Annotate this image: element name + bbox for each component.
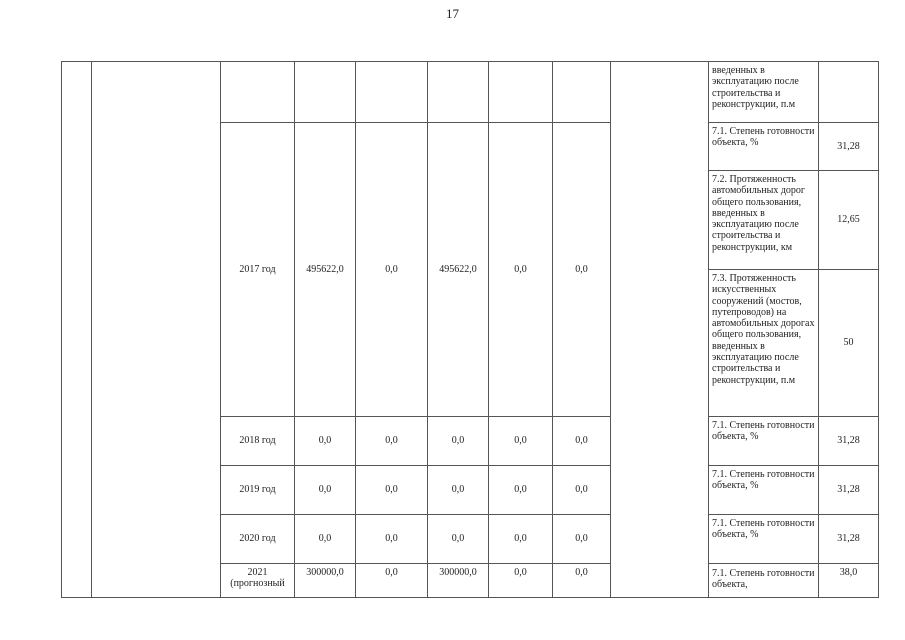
indicator-name: 7.1. Степень готовности объекта, % — [709, 466, 819, 515]
value-cell: 0,0 — [489, 466, 553, 515]
value-cell — [356, 62, 428, 123]
indicator-value: 31,28 — [819, 515, 879, 564]
value-cell: 0,0 — [553, 417, 611, 466]
value-cell — [295, 62, 356, 123]
value-cell: 0,0 — [553, 123, 611, 417]
value-cell: 0,0 — [489, 123, 553, 417]
indicator-name: 7.1. Степень готовности объекта, % — [709, 515, 819, 564]
executor-cell — [611, 62, 709, 598]
indicator-name: 7.3. Протяженность искусственных сооружений (мостов, путепроводов) на автомобильных дорогах общего пользования, введенных в эксплуатацию после строительства и реконструкции, п.м — [709, 270, 819, 417]
indicator-value — [819, 62, 879, 123]
value-cell: 0,0 — [356, 564, 428, 598]
indicator-name: 7.2. Протяженность автомобильных дорог общего пользования, введенных в эксплуатацию после строительства и реконструкции, км — [709, 171, 819, 270]
year-cell: 2020 год — [221, 515, 295, 564]
value-cell: 300000,0 — [295, 564, 356, 598]
value-cell: 0,0 — [428, 466, 489, 515]
year-cell: 2018 год — [221, 417, 295, 466]
value-cell: 300000,0 — [428, 564, 489, 598]
indicator-value: 50 — [819, 270, 879, 417]
year-cell: 2017 год — [221, 123, 295, 417]
indicator-name: 7.1. Степень готовности объекта, % — [709, 123, 819, 171]
value-cell: 0,0 — [553, 466, 611, 515]
value-cell: 495622,0 — [428, 123, 489, 417]
value-cell: 0,0 — [428, 417, 489, 466]
number-cell — [62, 62, 92, 598]
value-cell — [553, 62, 611, 123]
value-cell: 0,0 — [295, 466, 356, 515]
value-cell: 0,0 — [553, 515, 611, 564]
indicator-value: 31,28 — [819, 123, 879, 171]
indicator-value: 38,0 — [819, 564, 879, 598]
value-cell — [428, 62, 489, 123]
value-cell: 0,0 — [428, 515, 489, 564]
value-cell — [489, 62, 553, 123]
value-cell: 495622,0 — [295, 123, 356, 417]
program-table — [61, 61, 879, 598]
value-cell: 0,0 — [295, 515, 356, 564]
table-row-continuation — [62, 62, 879, 123]
indicator-name: введенных в эксплуатацию после строительства и реконструкции, п.м — [709, 62, 819, 123]
value-cell: 0,0 — [356, 515, 428, 564]
indicator-value: 31,28 — [819, 417, 879, 466]
event-name-cell — [92, 62, 221, 598]
value-cell: 0,0 — [295, 417, 356, 466]
year-cell: 2021 (прогнозный — [221, 564, 295, 598]
value-cell: 0,0 — [356, 123, 428, 417]
value-cell: 0,0 — [489, 417, 553, 466]
year-cell — [221, 62, 295, 123]
year-cell: 2019 год — [221, 466, 295, 515]
value-cell: 0,0 — [489, 515, 553, 564]
value-cell: 0,0 — [489, 564, 553, 598]
value-cell: 0,0 — [356, 466, 428, 515]
indicator-name: 7.1. Степень готовности объекта, — [709, 564, 819, 598]
indicator-value: 12,65 — [819, 171, 879, 270]
value-cell: 0,0 — [356, 417, 428, 466]
value-cell: 0,0 — [553, 564, 611, 598]
indicator-value: 31,28 — [819, 466, 879, 515]
page-number: 17 — [446, 6, 459, 21]
indicator-name: 7.1. Степень готовности объекта, % — [709, 417, 819, 466]
